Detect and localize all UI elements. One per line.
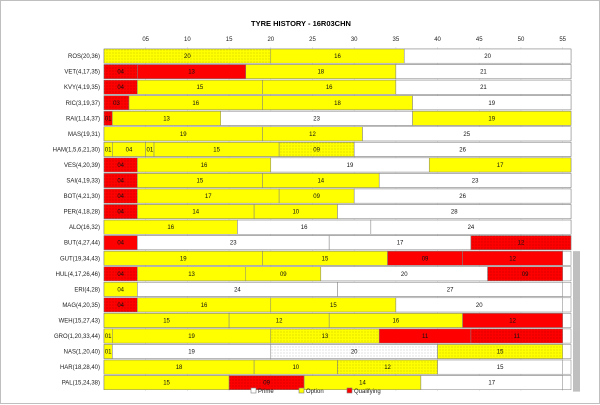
driver-row (64, 65, 571, 79)
driver-label: GRO(1,20,33,44) (53, 334, 100, 340)
stint-laps-label: 17 (204, 194, 212, 201)
stint-laps-label: 12 (517, 240, 525, 247)
stint-laps-label: 16 (300, 225, 308, 232)
stint-laps-label: 09 (313, 194, 320, 201)
driver-label: HAM(1,5,6,21,30) (52, 147, 100, 154)
driver-label: PAL(15,24,38) (61, 380, 100, 387)
stint-laps-label: 04 (117, 162, 125, 169)
stint-laps-label: 19 (179, 131, 187, 138)
legend (251, 388, 381, 395)
stint-laps-label: 04 (117, 271, 125, 278)
stint-laps-label: 19 (346, 162, 354, 169)
stint-laps-label: 12 (509, 318, 516, 325)
x-axis-ticks (142, 37, 566, 43)
stint-laps-label: 01 (146, 147, 154, 154)
stint-laps-label: 21 (480, 69, 487, 76)
driver-label: NAS(1,20,40) (63, 349, 100, 356)
driver-label: VET(4,17,35) (64, 69, 100, 76)
row-end-marker (573, 344, 580, 360)
stint-laps-label: 14 (317, 178, 325, 185)
stint-laps-label: 16 (334, 54, 341, 61)
stint-laps-label: 17 (496, 162, 504, 169)
stint-laps-label: 15 (163, 380, 170, 387)
stint-laps-label: 09 (263, 380, 270, 387)
stint-laps-label: 20 (184, 54, 191, 61)
stint-laps-label: 17 (488, 380, 496, 387)
driver-row (74, 282, 580, 298)
row-end-marker (573, 251, 580, 267)
driver-row (62, 298, 580, 314)
stint-laps-label: 15 (496, 349, 504, 356)
row-end-marker (573, 282, 580, 298)
stint-laps-label: 01 (104, 349, 112, 356)
stint-laps-label: 26 (459, 194, 466, 201)
stint-laps-label: 17 (396, 240, 404, 247)
stint-laps-label: 12 (309, 131, 316, 138)
driver-rows (53, 49, 580, 392)
driver-label: ROS(20,36) (67, 54, 100, 61)
stint-laps-label: 09 (421, 256, 429, 263)
stint-laps-label: 16 (325, 85, 333, 92)
driver-label: ERI(4,28) (74, 287, 100, 294)
stint-laps-label: 15 (196, 178, 204, 185)
driver-row (56, 267, 580, 283)
stint-laps-label: 09 (521, 271, 529, 278)
stint-laps-label: 16 (200, 162, 208, 169)
stint-laps-label: 14 (192, 209, 200, 216)
x-tick-label: 50 (517, 37, 525, 43)
stint-laps-label: 04 (117, 85, 125, 92)
tyre-history-chart (1, 1, 600, 405)
stint-laps-label: 16 (192, 100, 200, 107)
stint-laps-label: 03 (113, 100, 120, 107)
stint-laps-label: 19 (188, 334, 195, 340)
stint-laps-label: 16 (167, 225, 175, 232)
stint-laps-label: 23 (229, 240, 237, 247)
x-tick-label: 15 (225, 37, 233, 43)
x-tick-label: 25 (309, 37, 316, 43)
stint-laps-label: 04 (117, 302, 125, 309)
driver-row (69, 220, 571, 234)
x-tick-label: 30 (350, 37, 358, 43)
row-end-marker (573, 376, 580, 392)
driver-label: GUT(19,34,43) (59, 256, 100, 263)
stint-laps-label: 19 (488, 100, 496, 107)
stint-laps-label: 01 (104, 334, 112, 340)
stint-laps-label: 19 (188, 349, 195, 356)
driver-row (66, 173, 571, 187)
driver-label: SAI(4,19,33) (66, 178, 100, 185)
stint-laps-label: 19 (488, 116, 496, 123)
driver-label: HAR(18,28,40) (59, 365, 100, 372)
chart-title: TYRE HISTORY - 16R03CHN (251, 19, 351, 28)
stint-laps-label: 15 (196, 85, 204, 92)
row-end-marker (573, 267, 580, 283)
stint-laps-label: 20 (350, 349, 358, 356)
driver-label: HUL(4,17,26,46) (55, 271, 100, 278)
stint-laps-label: 15 (496, 365, 504, 372)
x-tick-label: 35 (392, 37, 400, 43)
stint-laps-label: 15 (213, 147, 220, 154)
stint-laps-label: 18 (317, 69, 325, 76)
x-tick-label: 40 (434, 37, 441, 43)
stint-laps-label: 12 (384, 365, 391, 372)
stint-laps-label: 28 (450, 209, 458, 216)
stint-laps-label: 18 (334, 100, 341, 107)
x-tick-label: 20 (267, 37, 275, 43)
legend-swatch (251, 388, 256, 393)
stint-laps-label: 19 (179, 256, 187, 263)
driver-row (68, 127, 571, 141)
stint-laps-label: 04 (117, 194, 125, 201)
stint-laps-label: 12 (275, 318, 283, 325)
stint-laps-label: 04 (125, 147, 133, 154)
stint-laps-label: 04 (117, 240, 125, 247)
driver-row (64, 205, 571, 219)
stint-laps-label: 10 (292, 365, 300, 372)
stint-laps-label: 20 (484, 54, 491, 61)
stint-laps-label: 18 (175, 365, 183, 372)
driver-row (66, 111, 571, 125)
driver-row (68, 49, 571, 63)
driver-row (66, 96, 571, 110)
stint-laps-label: 04 (117, 178, 125, 185)
x-tick-label: 10 (184, 37, 191, 43)
stint-laps-label: 23 (313, 116, 320, 123)
stint-laps-label: 15 (329, 302, 337, 309)
stint-laps-label: 04 (117, 209, 125, 216)
stint-laps-label: 11 (421, 334, 429, 340)
stint-laps-label: 20 (475, 302, 483, 309)
stint-laps-label: 13 (188, 69, 195, 76)
driver-label: PER(4,18,28) (63, 209, 100, 216)
driver-label: RAI(1,14,37) (65, 116, 100, 123)
driver-label: KVY(4,19,35) (63, 85, 100, 92)
x-tick-label: 05 (142, 37, 150, 43)
row-end-marker (573, 329, 580, 345)
driver-row (64, 236, 571, 250)
legend-swatch (347, 388, 352, 393)
row-end-marker (573, 313, 580, 329)
legend-swatch (299, 388, 304, 393)
stint-laps-label: 26 (459, 147, 466, 154)
driver-label: VES(4,20,39) (63, 162, 100, 169)
driver-label: MAG(4,20,35) (62, 302, 100, 309)
stint-laps-label: 24 (467, 225, 475, 232)
driver-row (64, 344, 580, 360)
stint-laps-label: 21 (480, 85, 487, 92)
stint-laps-label: 16 (200, 302, 208, 309)
x-tick-label: 45 (475, 37, 483, 43)
stint-laps-label: 13 (321, 334, 329, 340)
driver-row (59, 313, 580, 329)
driver-label: WEH(15,27,43) (58, 318, 100, 325)
x-tick-label: 55 (559, 37, 567, 43)
stint-laps-label: 09 (313, 147, 320, 154)
driver-row (64, 80, 571, 94)
stint-laps-label: 13 (163, 116, 170, 123)
stint-laps-label: 25 (463, 131, 471, 138)
stint-laps-label: 04 (117, 287, 125, 294)
stint-laps-label: 04 (117, 69, 125, 76)
stint-laps-label: 12 (509, 256, 516, 263)
driver-row (60, 251, 580, 267)
driver-label: BOT(4,21,30) (63, 194, 100, 201)
driver-row (60, 360, 580, 376)
driver-row (64, 189, 571, 203)
stint-laps-label: 27 (446, 287, 454, 294)
driver-row (64, 158, 571, 172)
stint-laps-label: 16 (392, 318, 400, 325)
driver-row (54, 329, 580, 345)
driver-row (53, 142, 571, 156)
legend-label: Option (306, 389, 324, 395)
stint-laps-label: 15 (163, 318, 170, 325)
stint-laps-label: 10 (292, 209, 300, 216)
legend-label: Prime (258, 389, 274, 395)
stint-laps-label: 24 (234, 287, 241, 294)
stint-laps-label: 23 (471, 178, 479, 185)
driver-label: MAS(19,31) (67, 131, 100, 138)
legend-label: Qualifying (354, 389, 381, 395)
row-end-marker (573, 298, 580, 314)
stint-laps-label: 15 (321, 256, 329, 263)
driver-label: ALO(16,32) (68, 225, 100, 232)
stint-laps-label: 01 (104, 147, 112, 154)
stint-laps-label: 09 (279, 271, 287, 278)
row-end-marker (573, 360, 580, 376)
driver-label: BUT(4,27,44) (63, 240, 100, 247)
stint-laps-label: 13 (188, 271, 195, 278)
stint-laps-label: 14 (359, 380, 366, 387)
stint-laps-label: 01 (104, 116, 112, 123)
stint-laps-label: 11 (513, 334, 520, 340)
driver-label: RIC(3,19,37) (65, 100, 100, 107)
stint-laps-label: 20 (400, 271, 408, 278)
